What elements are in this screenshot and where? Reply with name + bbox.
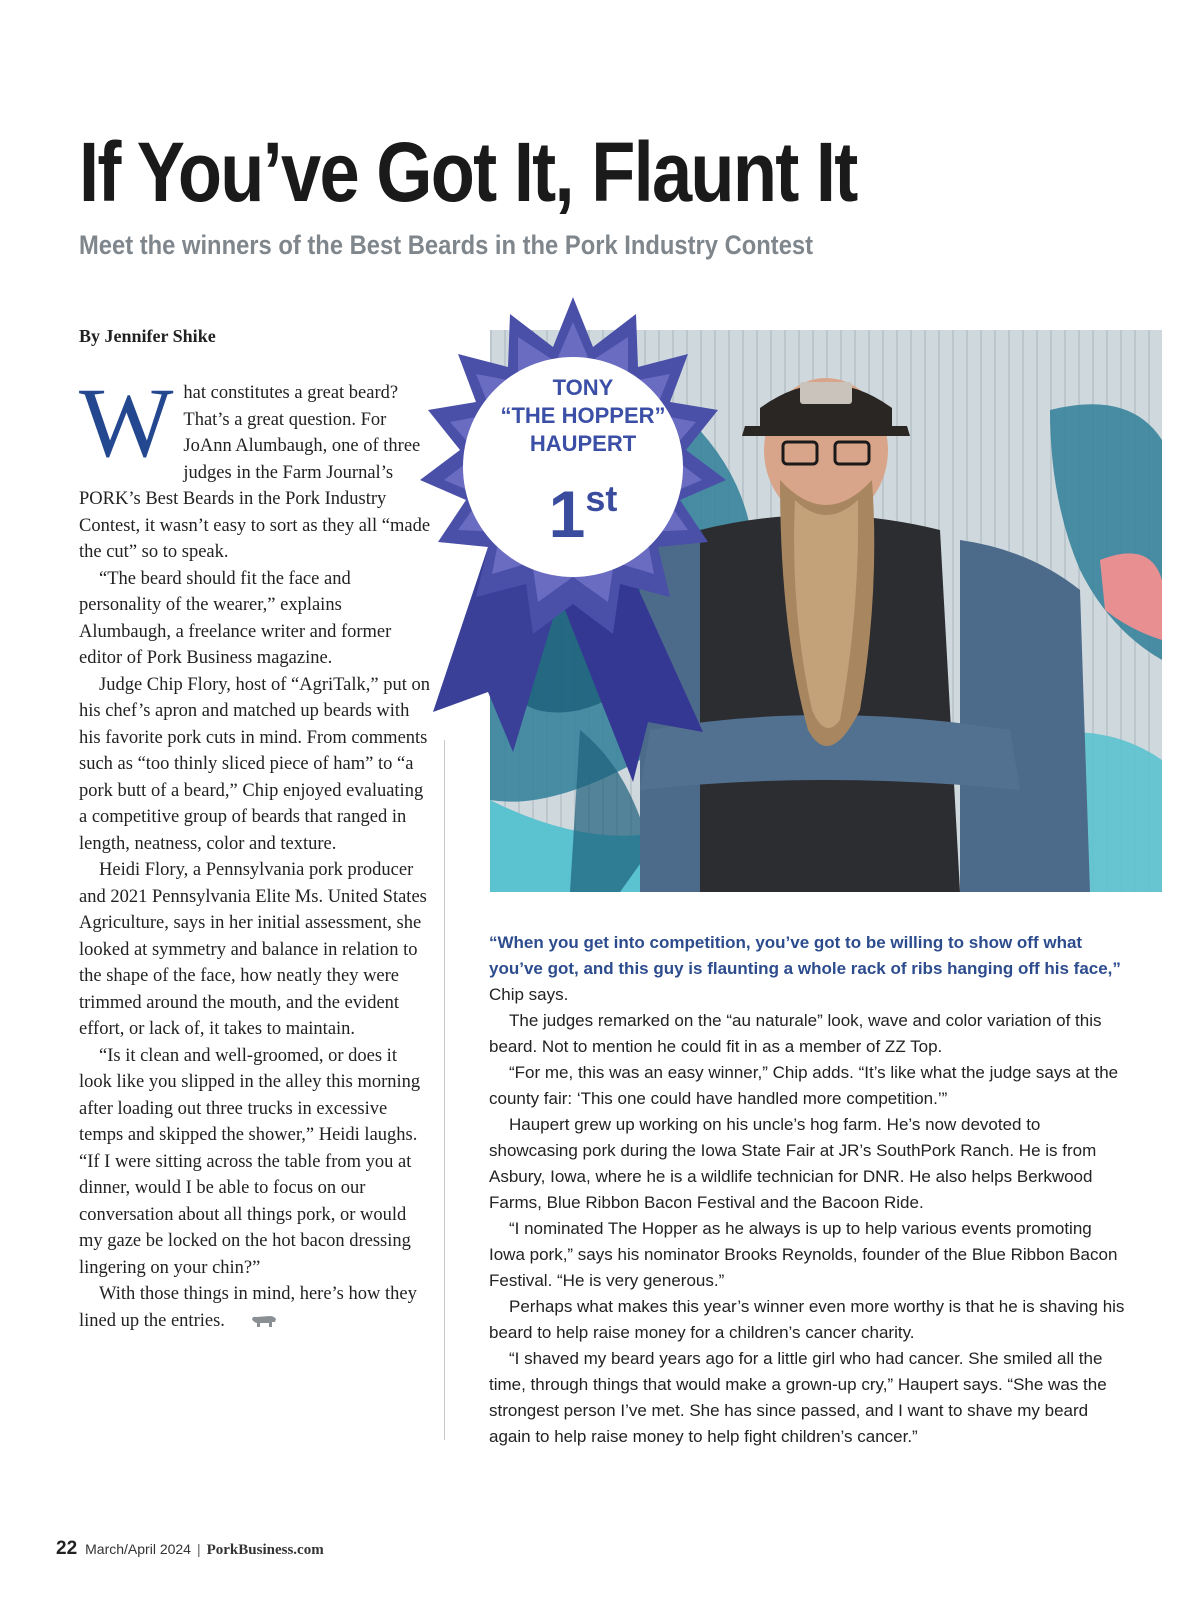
intro-paragraph: With those things in mind, here’s how they lined up the entries. — [79, 1281, 434, 1336]
winner-story-column — [489, 930, 1129, 1450]
headline: If You’ve Got It, Flaunt It — [79, 125, 857, 219]
pull-quote-paragraph — [489, 930, 1129, 1008]
subhead: Meet the winners of the Best Beards in the Pork Industry Contest — [79, 230, 814, 260]
intro-column — [79, 367, 434, 1336]
dropcap: W — [79, 367, 174, 478]
ribbon-label — [468, 374, 698, 549]
intro-paragraph: What constitutes a great beard? That’s a great question. For JoAnn Alumbaugh, one of three judges in the Farm Journal’s PORK’s Best Beards in the Pork Industry Contest, it wasn’t easy to sort as they all “made the cut” so to speak. — [79, 367, 431, 562]
rank-label: 1st — [548, 477, 618, 551]
intro-paragraph: “Is it clean and well-groomed, or does it look like you slipped in the alley this morning after loading out three trucks in excessive temps and skipped the shower,” Heidi laughs. “If I were sitting across the table from you at dinner, would I be able to focus on our conversation about all things pork, or would my gaze be locked on the hot bacon dressing lingering on your chin?” — [79, 1045, 421, 1278]
story-paragraph: “I shaved my beard years ago for a little girl who had cancer. She smiled all the time, through things that would make a grown-up cry,” Haupert says. “She was the strongest person I’ve met. She has since passed, and I want to shave my beard again to help raise money to help fight children’s cancer.” — [489, 1349, 1107, 1446]
pull-quote: “When you get into competition, you’ve got to be willing to show off what you’ve got, and this guy is flaunting a whole rack of ribs hanging off his face,” — [489, 933, 1121, 978]
column-divider — [444, 740, 445, 1440]
issue-date: March/April 2024 — [85, 1541, 191, 1557]
page-footer — [56, 1538, 324, 1560]
story-paragraph: “I nominated The Hopper as he always is up to help various events promoting Iowa pork,” says his nominator Brooks Reynolds, founder of the Blue Ribbon Bacon Festival. “He is very generous.” — [489, 1219, 1118, 1290]
winner-name-line: HAUPERT — [529, 431, 637, 456]
pig-end-icon — [231, 1310, 277, 1337]
story-paragraph: The judges remarked on the “au naturale” look, wave and color variation of this beard. Not to mention he could fit in as a member of ZZ Top. — [489, 1011, 1102, 1056]
story-paragraph: “For me, this was an easy winner,” Chip adds. “It’s like what the judge says at the county fair: ‘This one could have handled more competition.’” — [489, 1063, 1119, 1108]
pull-quote-attribution: Chip says. — [489, 985, 569, 1004]
page-number: 22 — [56, 1538, 78, 1559]
intro-paragraph: “The beard should fit the face and personality of the wearer,” explains Alumbaugh, a freelance writer and former editor of Pork Business magazine. — [79, 568, 392, 668]
story-paragraph: Haupert grew up working on his uncle’s hog farm. He’s now devoted to showcasing pork during the Iowa State Fair at JR’s SouthPork Ranch. He is from Asbury, Iowa, where he is a wildlife technician for DNR. He also helps Berkwood Farms, Blue Ribbon Bacon Festival and the Bacoon Ride. — [489, 1115, 1097, 1212]
site-link[interactable]: PorkBusiness.com — [206, 1542, 324, 1558]
footer-separator: | — [196, 1541, 201, 1557]
intro-paragraph: Heidi Flory, a Pennsylvania pork producer and 2021 Pennsylvania Elite Ms. United States Agriculture, says in her initial assessment, she looked at symmetry and balance in relation to the shape of the face, how neatly they were trimmed around the mouth, and the evident effort, or lack of, it takes to maintain. — [79, 860, 427, 1039]
story-paragraph: Perhaps what makes this year’s winner even more worthy is that he is shaving his beard to help raise money for a children’s cancer charity. — [489, 1297, 1125, 1342]
byline: By Jennifer Shike — [79, 326, 216, 346]
winner-name-line: TONY — [552, 375, 614, 400]
winner-name-line: “THE HOPPER” — [500, 403, 666, 428]
intro-paragraph: Judge Chip Flory, host of “AgriTalk,” put on his chef’s apron and matched up beards with his favorite pork cuts in mind. From comments such as “too thinly sliced piece of ham” to “a pork butt of a beard,” Chip enjoyed evaluating a competitive group of beards that ranged in length, neatness, color and texture. — [79, 674, 430, 854]
